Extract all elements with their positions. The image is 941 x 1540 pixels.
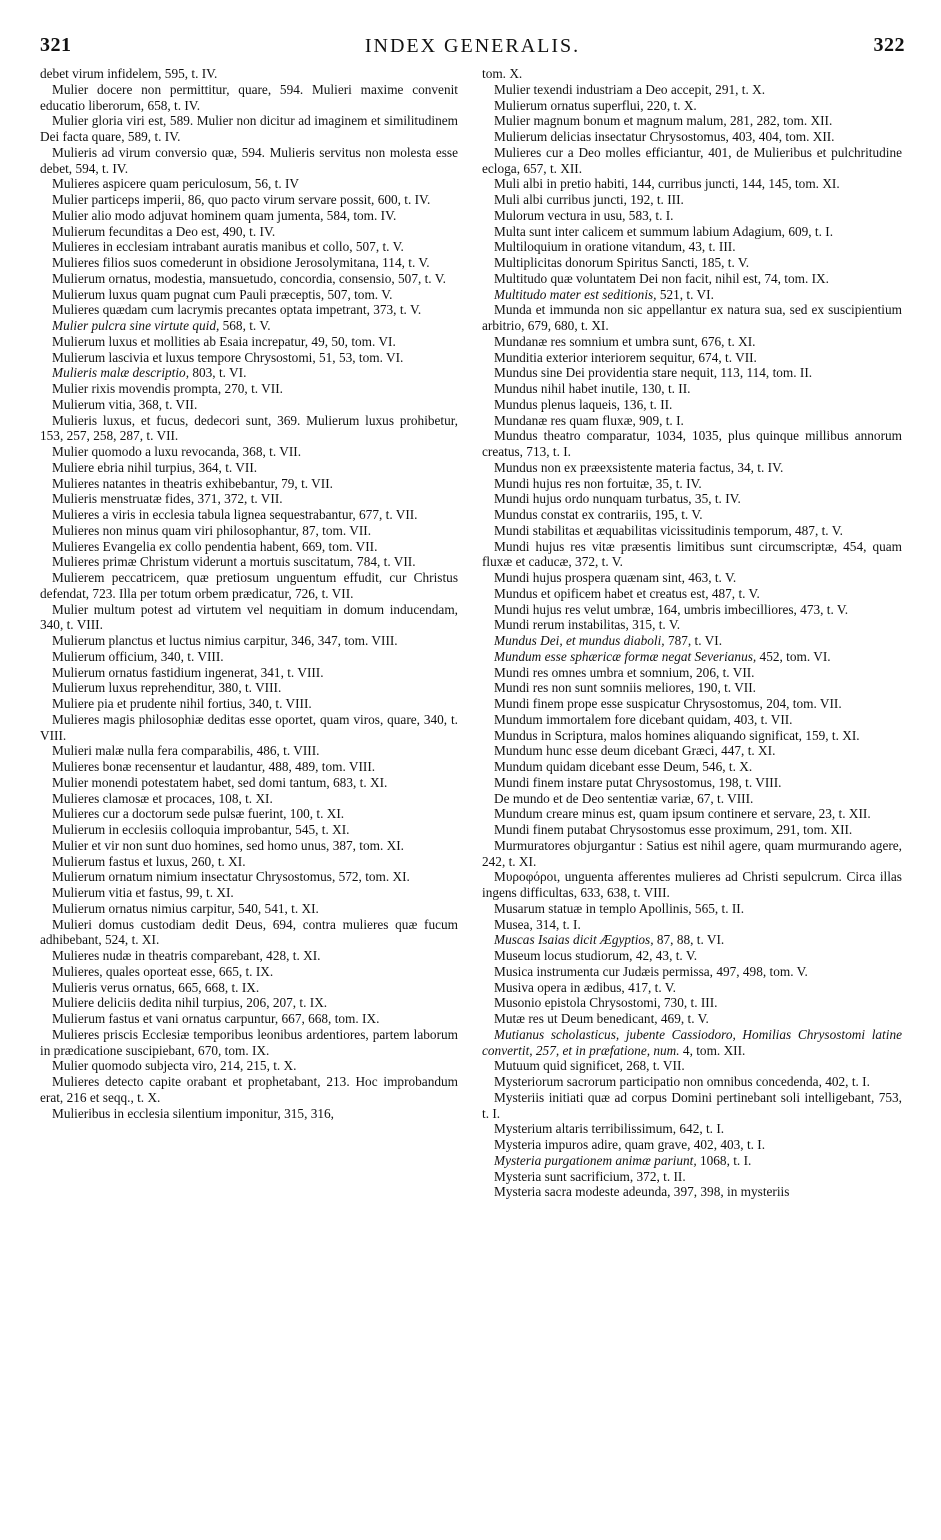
index-entry: Muliere pia et prudente nihil fortius, 340, t. VIII.: [52, 696, 312, 711]
index-entry: Mulorum vectura in usu, 583, t. I.: [494, 207, 674, 223]
index-entry: Mundanæ res somnium et umbra sunt, 676, t. XI.: [494, 333, 756, 349]
index-entry: Mulieres Evangelia ex collo pendentia habent, 669, tom. VII.: [52, 538, 378, 554]
index-entry: Mulierum fecunditas a Deo est, 490, t. IV.: [52, 223, 276, 239]
index-entry: Mundi finem instare putat Chrysostomus, 198, t. VIII.: [494, 774, 782, 790]
index-entry: Mundi hujus res vitæ præsentis limitibus sunt circumscriptæ, 454, quam fluxæ et caducæ, 372, t. V.: [482, 538, 902, 570]
index-entry: Mulierum ornatus, modestia, mansuetudo, concordia, consensio, 507, t. V.: [52, 270, 446, 286]
index-entry: Mundus sine Dei providentia stare nequit, 113, 114, tom. II.: [494, 365, 813, 381]
index-entry: Mulieres detecto capite orabant et prophetabant, 213. Hoc improbandum erat, 216 et seqq., t. X.: [40, 1074, 458, 1105]
index-entry: Mysteria impuros adire, quam grave, 402, 403, t. I.: [494, 1137, 766, 1152]
index-entry: Mutianus scholasticus, jubente Cassiodoro, Homilias Chrysostomi latine convertit, 257, et in præfatione, num. 4, tom. XII.: [482, 1026, 902, 1058]
index-entry: Musarum statuæ in templo Apollinis, 565, t. II.: [494, 900, 745, 916]
index-entry: Mundus in Scriptura, malos homines aliquando significat, 159, t. XI.: [494, 727, 860, 743]
index-entry: Musica instrumenta cur Judæis permissa, 497, 498, tom. V.: [494, 963, 808, 979]
index-entry: Mulieres bonæ recensentur et laudantur, 488, 489, tom. VIII.: [52, 759, 376, 774]
index-entry: Mulierum planctus et luctus nimius carpitur, 346, 347, tom. VIII.: [52, 633, 398, 648]
index-entry: Munda et immunda non sic appellantur ex natura sua, sed ex suscipientium arbitrio, 679, 680, t. XI.: [482, 302, 902, 333]
right-column: [482, 66, 902, 1200]
index-entry: Mundus theatro comparatur, 1034, 1035, plus quinque millibus annorum creatus, 713, t. I.: [482, 428, 902, 459]
index-entry: Mulierum luxus quam pugnat cum Pauli præceptis, 507, tom. V.: [52, 286, 393, 302]
index-entry: Mulieri domus custodiam dedit Deus, 694, contra mulieres quæ fucum adhibebant, 524, t. XI.: [40, 916, 458, 948]
index-entry: Mulieres a viris in ecclesia tabula lignea sequestrabantur, 677, t. VII.: [52, 507, 418, 522]
index-entry: Mundi finem prope esse suspicatur Chrysostomus, 204, tom. VII.: [494, 696, 842, 711]
index-entry: Mundanæ res quam fluxæ, 909, t. I.: [494, 412, 684, 428]
index-entry: Mulier quomodo a luxu revocanda, 368, t. VII.: [52, 444, 302, 459]
index-entry: Muliere ebria nihil turpius, 364, t. VII.: [52, 459, 258, 475]
index-entry: Mulieris menstruatæ fides, 371, 372, t. VII.: [52, 491, 283, 507]
index-entry: Mundus plenus laqueis, 136, t. II.: [494, 396, 673, 412]
index-entry: Mulieris verus ornatus, 665, 668, t. IX.: [52, 979, 260, 995]
index-entry: Mulierum fastus et vani ornatus carpuntur, 667, 668, tom. IX.: [52, 1011, 380, 1026]
index-entry: Mulierum lascivia et luxus tempore Chrysostomi, 51, 53, tom. VI.: [52, 349, 404, 365]
index-entry: Mundi hujus res velut umbræ, 164, umbris imbecilliores, 473, t. V.: [494, 601, 849, 617]
index-entry: Mulieris luxus, et fucus, dedecori sunt, 369. Mulierum luxus prohibetur, 153, 257, 258, 287, t. VII.: [40, 412, 458, 444]
index-entry: Mundi finem putabat Chrysostomus esse proximum, 291, tom. XII.: [494, 822, 853, 837]
index-entry: Mysteria sunt sacrificium, 372, t. II.: [494, 1168, 686, 1184]
index-entry: Mulieris ad virum conversio quæ, 594. Mulieris servitus non molesta esse debet, 594, t. IV.: [40, 144, 458, 176]
index-entry: Muscas Isaias dicit Ægyptios, 87, 88, t. VI.: [494, 932, 725, 948]
index-entry: Mulieres aspicere quam periculosum, 56, t. IV: [52, 176, 300, 192]
index-entry: Multiloquium in oratione vitandum, 43, t. III.: [494, 239, 736, 255]
index-entry: Mutæ res ut Deum benedicant, 469, t. V.: [494, 1011, 709, 1026]
index-entry: Mulierem peccatricem, quæ pretiosum unguentum effudit, cur Christus defendat, 723. Illa per totum orbem prædicatur, 726, t. VII.: [40, 570, 458, 601]
index-entry: Muli albi in pretio habiti, 144, curribus juncti, 144, 145, tom. XI.: [494, 176, 840, 192]
index-entry: Mundus nihil habet inutile, 130, t. II.: [494, 381, 691, 396]
index-entry: Mulier magnum bonum et magnum malum, 281, 282, tom. XII.: [494, 113, 833, 129]
index-entry: Mulier monendi potestatem habet, sed domi tantum, 683, t. XI.: [52, 774, 388, 790]
index-entry: Mundi hujus res non fortuitæ, 35, t. IV.: [494, 475, 702, 491]
index-entry: Mulieres non minus quam viri philosophantur, 87, tom. VII.: [52, 522, 372, 538]
index-entry: Mulieres priscis Ecclesiæ temporibus leonibus ardentiores, partem laborum in prædicatione suscipiebant, 670, tom. IX.: [40, 1026, 458, 1058]
index-entry: Mundi res non sunt somniis meliores, 190, t. VII.: [494, 680, 756, 696]
index-entry: Mutuum quid significet, 268, t. VII.: [494, 1058, 685, 1074]
index-entry: Mulierum ornatus superflui, 220, t. X.: [494, 97, 697, 113]
index-entry: Mundum immortalem fore dicebant quidam, 403, t. VII.: [494, 711, 793, 727]
index-entry: Mundi hujus prospera quænam sint, 463, t. V.: [494, 570, 737, 585]
index-entry: Mundum creare minus est, quam ipsum continere et servare, 23, t. XII.: [494, 806, 871, 822]
index-entry: Mulieres, quales oporteat esse, 665, t. IX.: [52, 963, 274, 979]
index-entry: Mundi rerum instabilitas, 315, t. V.: [494, 617, 681, 633]
index-entry: Mulier multum potest ad virtutem vel nequitiam in domum inducendam, 340, t. VIII.: [40, 601, 458, 633]
index-entry: Multa sunt inter calicem et summum labium Adagium, 609, t. I.: [494, 223, 834, 239]
index-entry: Museum locus studiorum, 42, 43, t. V.: [494, 948, 698, 963]
page-title: INDEX GENERALIS.: [364, 35, 581, 57]
index-entry: Musonio epistola Chrysostomi, 730, t. III.: [494, 995, 718, 1011]
index-entry: Mulierum officium, 340, t. VIII.: [52, 648, 224, 664]
index-entry: Mysteriis initiati quæ ad corpus Domini pertinebant soli intelligebant, 753, t. I.: [482, 1089, 902, 1121]
index-entry: Mundi hujus ordo nunquam turbatus, 35, t. IV.: [494, 491, 741, 507]
index-entry: Mulieris malæ descriptio, 803, t. VI.: [52, 365, 247, 381]
index-entry: Mulierum luxus et mollities ab Esaia increpatur, 49, 50, tom. VI.: [52, 333, 396, 349]
index-entry: Mysteriorum sacrorum participatio non omnibus concedenda, 402, t. I.: [494, 1074, 870, 1089]
index-entry: Mulierum ornatus nimius carpitur, 540, 541, t. XI.: [52, 900, 319, 916]
index-entry: Mulier et vir non sunt duo homines, sed homo unus, 387, tom. XI.: [52, 837, 404, 853]
index-entry: Mulierum vitia et fastus, 99, t. XI.: [52, 885, 234, 900]
index-entry: Mulierum delicias insectatur Chrysostomus, 403, 404, tom. XII.: [494, 129, 835, 144]
index-entry: Multiplicitas donorum Spiritus Sancti, 185, t. V.: [494, 255, 750, 270]
index-entry: Mulier rixis movendis prompta, 270, t. VII.: [52, 381, 283, 396]
index-entry: Multitudo quæ voluntatem Dei non facit, nihil est, 74, tom. IX.: [494, 270, 829, 286]
index-entry: Mulieres nudæ in theatris comparebant, 428, t. XI.: [52, 948, 321, 963]
index-entry: Mundi stabilitas et æquabilitas vicissitudinis temporum, 487, t. V.: [494, 522, 843, 538]
index-entry: Mulieres in ecclesiam intrabant auratis manibus et collo, 507, t. V.: [52, 239, 404, 255]
index-entry: Mulier texendi industriam a Deo accepit, 291, t. X.: [494, 81, 766, 97]
index-entry: Mulier pulcra sine virtute quid, 568, t. V.: [52, 318, 271, 333]
index-entry: Mulieres cur a doctorum sede pulsæ fuerint, 100, t. XI.: [52, 806, 345, 822]
index-entry: De mundo et de Deo sententiæ variæ, 67, t. VIII.: [494, 790, 754, 806]
index-entry: Mulieres quædam cum lacrymis precantes optata impetrant, 373, t. V.: [52, 302, 422, 318]
index-entry: Mundum quidam dicebant esse Deum, 546, t. X.: [494, 759, 753, 774]
index-entry: Mulieres cur a Deo molles efficiantur, 401, de Mulieribus et pulchritudine ecloga, 657, t. XII.: [482, 144, 902, 176]
index-entry: Mundus non ex præexsistente materia factus, 34, t. IV.: [494, 459, 784, 475]
index-entry: Mysteria purgationem animæ pariunt, 1068, t. I.: [494, 1152, 752, 1168]
index-entry: Mundum hunc esse deum dicebant Græci, 447, t. XI.: [494, 743, 776, 759]
index-entry: Musiva opera in ædibus, 417, t. V.: [494, 979, 676, 995]
index-entry: Mundi res omnes umbra et somnium, 206, t. VII.: [494, 664, 755, 680]
index-entry: Mulier docere non permittitur, quare, 594. Mulieri maxime convenit educatio liberorum, 658, t. IV.: [40, 81, 458, 113]
index-entry: Mulieri malæ nulla fera comparabilis, 486, t. VIII.: [52, 743, 320, 759]
index-entry: Mysteria sacra modeste adeunda, 397, 398, in mysteriis: [494, 1184, 790, 1200]
index-entry: Muliere deliciis dedita nihil turpius, 206, 207, t. IX.: [52, 995, 328, 1011]
index-entry: Mulierum in ecclesiis colloquia improbantur, 545, t. XI.: [52, 822, 350, 837]
index-entry: Muli albi curribus juncti, 192, t. III.: [494, 192, 684, 207]
page-header: [40, 34, 905, 60]
index-entry: Mundus Dei, et mundus diaboli, 787, t. VI.: [494, 633, 723, 648]
index-entry: Mulieres clamosæ et procaces, 108, t. XI.: [52, 790, 273, 806]
index-entry: Mulier particeps imperii, 86, quo pacto virum servare possit, 600, t. IV.: [52, 192, 431, 207]
index-entry: Mundus et opificem habet et creatus est, 487, t. V.: [494, 585, 760, 601]
index-entry: Mulieribus in ecclesia silentium imponitur, 315, 316,: [52, 1105, 334, 1121]
index-entry: Mundus constat ex contrariis, 195, t. V.: [494, 507, 703, 522]
index-entry: tom. X.: [482, 66, 523, 81]
index-entry: Musea, 314, t. I.: [494, 916, 581, 932]
index-entry: Mulieres filios suos comederunt in obsidione Jerosolymitana, 114, t. V.: [52, 255, 430, 270]
index-entry: Mulieres magis philosophiæ deditas esse oportet, quam viros, quare, 340, t. VIII.: [40, 711, 458, 743]
index-entry: Mulier quomodo subjecta viro, 214, 215, t. X.: [52, 1058, 297, 1074]
index-entry: Mysterium altaris terribilissimum, 642, t. I.: [494, 1121, 725, 1137]
index-entry: Multitudo mater est seditionis, 521, t. VI.: [494, 286, 714, 302]
page-number-left: 321: [40, 34, 72, 56]
index-entry: Mulieres natantes in theatris exhibebantur, 79, t. VII.: [52, 475, 333, 491]
left-column: [40, 66, 458, 1121]
index-entry: Mulierum ornatus fastidium ingenerat, 341, t. VIII.: [52, 664, 324, 680]
index-entry: Mulier alio modo adjuvat hominem quam jumenta, 584, tom. IV.: [52, 207, 397, 223]
index-entry: Mulieres primæ Christum viderunt a mortuis suscitatum, 784, t. VII.: [52, 554, 416, 570]
page-number-right: 322: [873, 34, 905, 56]
index-entry: debet virum infidelem, 595, t. IV.: [40, 66, 218, 81]
index-entry: Munditia exterior interiorem sequitur, 674, t. VII.: [494, 349, 757, 365]
index-entry: Mulierum fastus et luxus, 260, t. XI.: [52, 853, 246, 869]
index-entry: Mulier gloria viri est, 589. Mulier non dicitur ad imaginem et similitudinem Dei facta quare, 589, t. IV.: [40, 113, 458, 144]
index-entry: Murmuratores objurgantur : Satius est nihil agere, quam murmurando agere, 242, t. XI.: [482, 837, 902, 869]
index-entry: Mundum esse sphæricæ formæ negat Severianus, 452, tom. VI.: [494, 648, 831, 664]
index-entry: Mulierum vitia, 368, t. VII.: [52, 396, 198, 412]
index-entry: Mulierum luxus reprehenditur, 380, t. VIII.: [52, 680, 282, 696]
index-entry: Mulierum ornatum nimium insectatur Chrysostomus, 572, tom. XI.: [52, 869, 410, 885]
index-entry: Μυροφόροι, unguenta afferentes mulieres ad Christi sepulcrum. Circa illas ingens difficultas, 633, 638, t. VIII.: [482, 869, 902, 900]
